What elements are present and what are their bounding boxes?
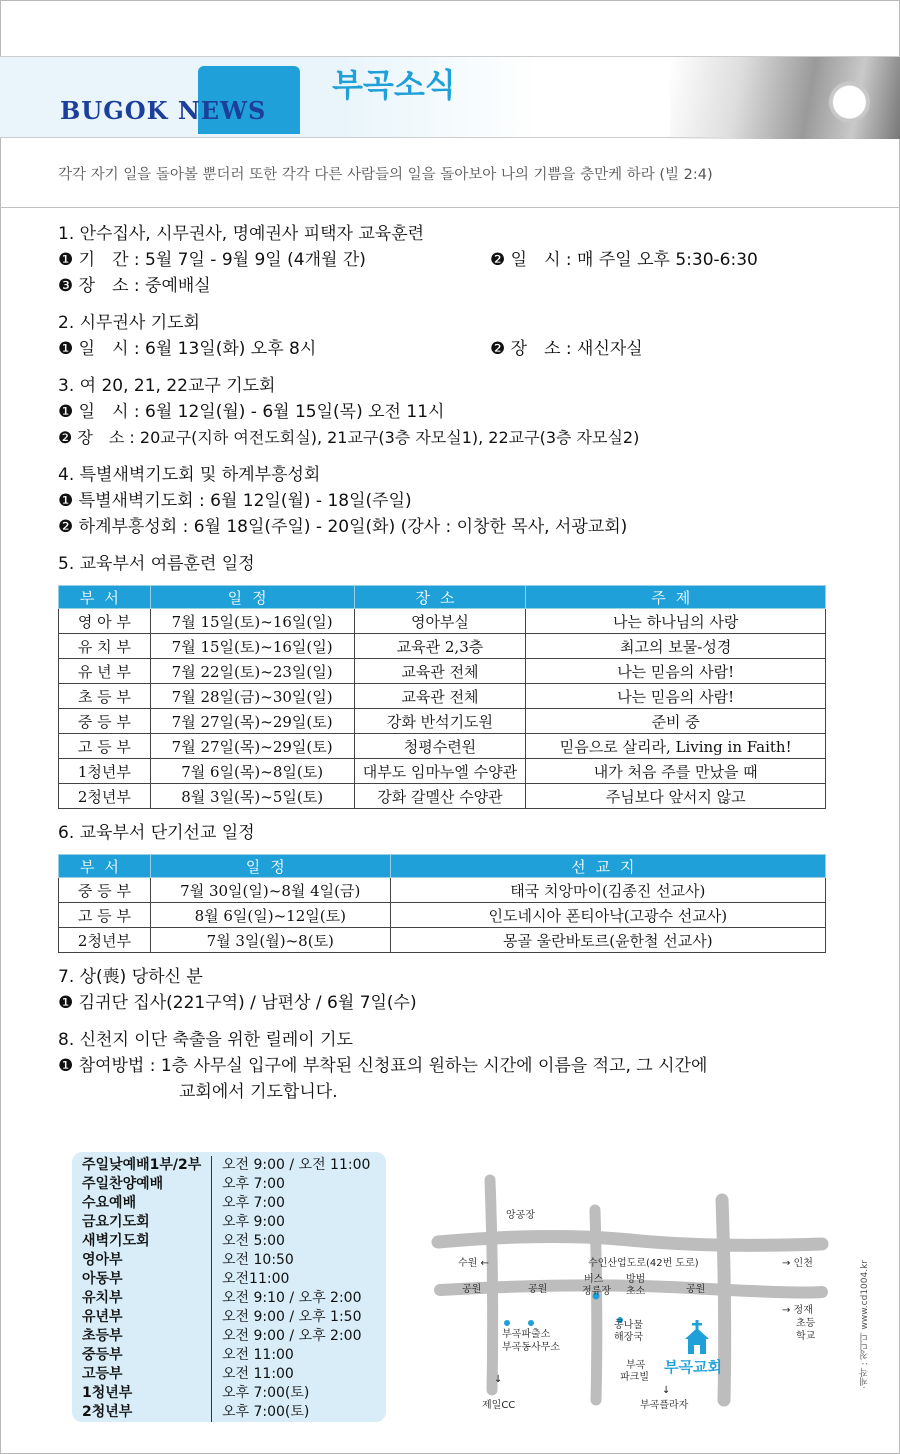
- table-cell: 초 등 부: [59, 684, 151, 709]
- map-label: 버스: [584, 1274, 604, 1285]
- map-label: 해장국: [614, 1332, 643, 1343]
- map-label: 방범: [626, 1274, 646, 1285]
- church-icon: [685, 1320, 709, 1354]
- table-cell: 믿음으로 살리라, Living in Faith!: [526, 734, 826, 759]
- list-item: [82, 1308, 376, 1327]
- list-item: [82, 1346, 376, 1365]
- map-label: 부곡동사무소: [502, 1342, 560, 1353]
- table-cell: 7월 27일(목)~29일(토): [150, 734, 354, 759]
- service-time: 오전 9:00 / 오후 1:50: [222, 1309, 362, 1325]
- line-text: ❸ 장 소 : 중예배실: [58, 276, 211, 296]
- service-time: 오전 9:00 / 오후 2:00: [222, 1328, 362, 1344]
- list-item: [82, 1232, 376, 1251]
- service-time: 오전 10:50: [222, 1252, 294, 1268]
- table-row: [59, 759, 826, 784]
- section-3: [58, 374, 848, 451]
- service-name: 2청년부: [82, 1403, 212, 1422]
- table-cell: 7월 30일(일)~8월 4일(금): [150, 878, 390, 903]
- list-item: [82, 1270, 376, 1289]
- table-cell: 8월 3일(목)~5일(토): [150, 784, 354, 809]
- map-label: 수인산업도로(42번 도로): [588, 1258, 699, 1269]
- section-title: 2. 시무권사 기도회: [58, 313, 200, 333]
- line-text: ❶ 참여방법 : 1층 사무실 입구에 부착된 신청표의 원하는 시간에 이름을 적고, 그 시간에: [58, 1056, 708, 1076]
- table-row: [59, 784, 826, 809]
- map-label: 앙공장: [506, 1210, 535, 1221]
- table-row: [59, 659, 826, 684]
- col-header: 장소: [354, 586, 526, 609]
- section-5: [58, 552, 848, 809]
- map-label: 부곡: [626, 1360, 646, 1371]
- table-cell: 중 등 부: [59, 878, 151, 903]
- section-6: [58, 821, 848, 953]
- section-title: 6. 교육부서 단기선교 일정: [58, 823, 255, 843]
- line-text: ❶ 기 간 : 5월 7일 - 9월 9일 (4개월 간): [58, 250, 366, 270]
- table-cell: 영아부실: [354, 609, 526, 634]
- divider: [0, 207, 900, 208]
- table-cell: 8월 6일(일)~12일(토): [150, 903, 390, 928]
- line-text-right: ❷ 장 소 : 새신자실: [490, 339, 643, 359]
- service-time: 오전 5:00: [222, 1233, 285, 1249]
- table-cell: 7월 15일(토)~16일(일): [150, 609, 354, 634]
- table-cell: 준비 중: [526, 709, 826, 734]
- map-arrow: ↓: [662, 1385, 671, 1396]
- line-text: ❶ 특별새벽기도회 : 6월 12일(월) - 18일(주일): [58, 491, 412, 511]
- section-2: [58, 311, 848, 362]
- table-cell: 유 년 부: [59, 659, 151, 684]
- table-cell: 몽골 울란바토르(윤한철 선교사): [390, 928, 825, 953]
- service-name: 주일찬양예배: [82, 1175, 212, 1194]
- line-text: ❶ 김귀단 집사(221구역) / 남편상 / 6월 7일(수): [58, 993, 417, 1013]
- table-cell: 유 치 부: [59, 634, 151, 659]
- section-title: 5. 교육부서 여름훈련 일정: [58, 554, 255, 574]
- table-cell: 7월 28일(금)~30일(일): [150, 684, 354, 709]
- list-item: [82, 1403, 376, 1422]
- map-label: 부곡파출소: [502, 1329, 551, 1340]
- line-text: 교회에서 기도합니다.: [179, 1082, 338, 1102]
- line-text: ❷ 장 소 : 20교구(지하 여전도회실), 21교구(3층 자모실1), 22교구(3층 자모실2): [58, 428, 640, 447]
- table-cell: 7월 22일(토)~23일(일): [150, 659, 354, 684]
- map-label: 파크빌: [620, 1372, 649, 1383]
- service-name: 중등부: [82, 1346, 212, 1365]
- service-time: 오후 7:00: [222, 1195, 285, 1211]
- table-cell: 청평수련원: [354, 734, 526, 759]
- service-name: 유년부: [82, 1308, 212, 1327]
- table-cell: 대부도 임마누엘 수양관: [354, 759, 526, 784]
- list-item: [82, 1289, 376, 1308]
- col-header: 주제: [526, 586, 826, 609]
- table-row: [59, 709, 826, 734]
- table-row: [59, 903, 826, 928]
- service-name: 초등부: [82, 1327, 212, 1346]
- map-label: 콩나물: [614, 1320, 643, 1331]
- bugok-news-logo: [60, 96, 266, 125]
- table-cell: 교육관 전체: [354, 659, 526, 684]
- table-row: [59, 734, 826, 759]
- map-label: 수원 ←: [458, 1258, 489, 1269]
- service-time: 오전 11:00: [222, 1347, 294, 1363]
- page-title: 부곡소식: [332, 66, 456, 104]
- map-label: 초소: [626, 1286, 646, 1297]
- service-name: 금요기도회: [82, 1213, 212, 1232]
- table-cell: 나는 하나님의 사랑: [526, 609, 826, 634]
- service-name: 새벽기도회: [82, 1232, 212, 1251]
- table-cell: 내가 처음 주를 만났을 때: [526, 759, 826, 784]
- line-text: ❶ 일 시 : 6월 12일(월) - 6월 15일(목) 오전 11시: [58, 402, 445, 422]
- table-cell: 최고의 보물-성경: [526, 634, 826, 659]
- table-header-row: [59, 855, 826, 878]
- logo-news: NEWS: [177, 96, 267, 125]
- table-cell: 교육관 전체: [354, 684, 526, 709]
- table-cell: 교육관 2,3층: [354, 634, 526, 659]
- church-location-map: [430, 1170, 830, 1420]
- map-label: 공원: [528, 1284, 548, 1295]
- service-time: 오후 7:00: [222, 1176, 285, 1192]
- col-header: 부서: [59, 586, 151, 609]
- section-1: [58, 222, 848, 299]
- map-label: 학교: [796, 1331, 816, 1342]
- service-time: 오전 11:00: [222, 1366, 294, 1382]
- section-title: 1. 안수집사, 시무권사, 명예권사 피택자 교육훈련: [58, 224, 425, 244]
- table-cell: 중 등 부: [59, 709, 151, 734]
- list-item: [82, 1213, 376, 1232]
- header-tree-photo: [670, 57, 900, 139]
- church-label: 부곡교회: [664, 1358, 722, 1376]
- table-cell: 2청년부: [59, 784, 151, 809]
- list-item: [82, 1251, 376, 1270]
- section-title: 3. 여 20, 21, 22교구 기도회: [58, 376, 276, 396]
- list-item: [82, 1194, 376, 1213]
- section-title: 4. 특별새벽기도회 및 하계부흥성회: [58, 465, 321, 485]
- service-name: 1청년부: [82, 1384, 212, 1403]
- service-name: 수요예배: [82, 1194, 212, 1213]
- table-cell: 고 등 부: [59, 734, 151, 759]
- table-cell: 나는 믿음의 사람!: [526, 684, 826, 709]
- police-dot: [504, 1320, 510, 1326]
- service-name: 주일낮예배1부/2부: [82, 1156, 212, 1175]
- map-label: 초등: [796, 1318, 816, 1329]
- map-label: 부곡플라자: [640, 1400, 689, 1411]
- col-header: 일정: [150, 855, 390, 878]
- map-label: → 정재: [782, 1305, 813, 1316]
- table-row: [59, 928, 826, 953]
- list-item: [82, 1175, 376, 1194]
- section-8: [58, 1028, 848, 1105]
- service-time: 오후 9:00: [222, 1214, 285, 1230]
- list-item: [82, 1327, 376, 1346]
- table-cell: 인도네시아 폰티아낙(고광수 선교사): [390, 903, 825, 928]
- worship-schedule-box: [72, 1152, 386, 1422]
- table-header-row: [59, 586, 826, 609]
- news-content: [58, 222, 848, 1117]
- map-label: → 인천: [782, 1258, 813, 1269]
- table-cell: 영 아 부: [59, 609, 151, 634]
- service-name: 고등부: [82, 1365, 212, 1384]
- table-cell: 7월 15일(토)~16일(일): [150, 634, 354, 659]
- table-cell: 나는 믿음의 사람!: [526, 659, 826, 684]
- table-cell: 7월 6일(목)~8일(토): [150, 759, 354, 784]
- list-item: [82, 1365, 376, 1384]
- col-header: 부서: [59, 855, 151, 878]
- line-text: ❶ 일 시 : 6월 13일(화) 오후 8시: [58, 339, 317, 359]
- line-text-right: ❷ 일 시 : 매 주일 오후 5:30-6:30: [490, 250, 758, 270]
- service-name: 영아부: [82, 1251, 212, 1270]
- section-line: [58, 247, 848, 273]
- section-title: 7. 상(喪) 당하신 분: [58, 967, 203, 987]
- list-item: [82, 1156, 376, 1175]
- col-header: 선교지: [390, 855, 825, 878]
- section-line: [58, 336, 848, 362]
- table-cell: 태국 치앙마이(김종진 선교사): [390, 878, 825, 903]
- table-cell: 고 등 부: [59, 903, 151, 928]
- col-header: 일정: [150, 586, 354, 609]
- service-time: 오전 9:10 / 오후 2:00: [222, 1290, 362, 1306]
- table-cell: 2청년부: [59, 928, 151, 953]
- table-cell: 강화 갈멜산 수양관: [354, 784, 526, 809]
- service-time: 오전 9:00 / 오전 11:00: [222, 1157, 371, 1173]
- table-row: [59, 609, 826, 634]
- section-4: [58, 463, 848, 540]
- table-cell: 7월 27일(목)~29일(토): [150, 709, 354, 734]
- logo-bugok: BUGOK: [60, 96, 169, 125]
- table-cell: 1청년부: [59, 759, 151, 784]
- map-label: 공원: [686, 1284, 706, 1295]
- service-name: 유치부: [82, 1289, 212, 1308]
- service-time: 오후 7:00(토): [222, 1385, 310, 1401]
- service-time: 오전11:00: [222, 1271, 290, 1287]
- service-name: 아동부: [82, 1270, 212, 1289]
- table-cell: 강화 반석기도원: [354, 709, 526, 734]
- office-dot: [528, 1320, 534, 1326]
- table-row: [59, 684, 826, 709]
- section-title: 8. 신천지 이단 축출을 위한 릴레이 기도: [58, 1030, 353, 1050]
- summer-training-table: [58, 585, 826, 809]
- section-7: [58, 965, 848, 1016]
- line-text: ❷ 하계부흥성회 : 6월 18일(주일) - 20일(화) (강사 : 이창한 목사, 서광교회): [58, 517, 628, 537]
- map-label: 제일CC: [482, 1400, 516, 1411]
- table-row: [59, 878, 826, 903]
- map-arrow: ↓: [494, 1374, 503, 1385]
- bible-verse: 각각 자기 일을 돌아볼 뿐더러 또한 각각 다른 사람들의 일을 돌아보아 나의 기쁨을 충만케 하라 (빌 2:4): [58, 167, 713, 183]
- map-label: 공원: [462, 1284, 482, 1295]
- map-label: 정류장: [582, 1286, 611, 1297]
- publisher-credit: ·제작 : 청디디 www.cd1004.kr: [860, 1260, 870, 1389]
- service-time: 오후 7:00(토): [222, 1404, 310, 1420]
- list-item: [82, 1384, 376, 1403]
- table-row: [59, 634, 826, 659]
- table-cell: 주님보다 앞서지 않고: [526, 784, 826, 809]
- mission-trip-table: [58, 854, 826, 953]
- table-cell: 7월 3일(월)~8(토): [150, 928, 390, 953]
